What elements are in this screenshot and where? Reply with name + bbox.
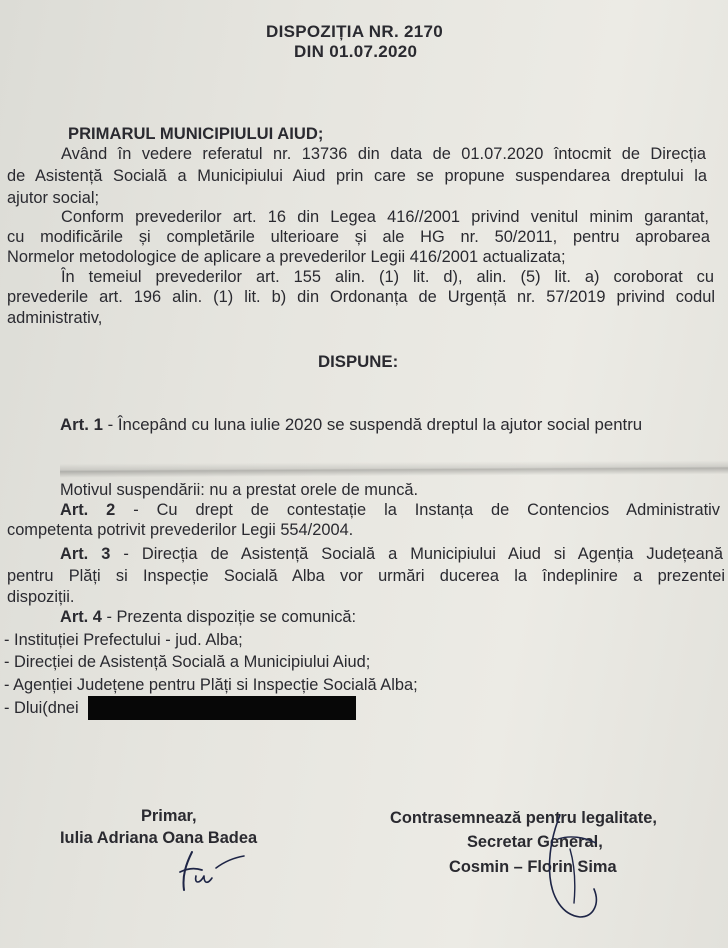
document-title: DISPOZIȚIA NR. 2170 <box>266 22 444 41</box>
mayor-signature <box>170 846 250 900</box>
article-3-line3: dispoziții. <box>7 588 75 606</box>
countersign-label: Contrasemnează pentru legalitate, <box>390 809 657 827</box>
secretary-signature <box>540 805 620 923</box>
issuer-heading: PRIMARUL MUNICIPIULUI AIUD; <box>68 124 324 143</box>
mayor-role: Primar, <box>141 807 197 825</box>
preamble-p1-line3: ajutor social; <box>7 189 100 207</box>
article-2-line2: competenta potrivit prevederilor Legii 554/2004. <box>7 521 354 539</box>
recipient-item: - Instituției Prefectului - jud. Alba; <box>4 631 243 649</box>
document-date: DIN 01.07.2020 <box>294 42 418 61</box>
dispune-heading: DISPUNE: <box>318 352 399 371</box>
redaction-bar <box>88 696 356 720</box>
article-2-line1 <box>60 500 720 520</box>
preamble-p2-line1: Conform prevederilor art. 16 din Legea 416//2001 privind venitul minim garantat, <box>61 208 709 226</box>
secretary-name: Cosmin – Florin Sima <box>449 858 617 876</box>
article-3-label: Art. 3 <box>60 545 111 563</box>
preamble-p2-line3: Normelor metodologice de aplicare a prevederilor Legii 416/2001 actualizata; <box>7 248 566 266</box>
article-1-text: - Începând cu luna iulie 2020 se suspendă dreptul la ajutor social pentru <box>102 415 643 434</box>
recipient-item: - Dlui(dnei <box>4 699 79 717</box>
article-2-label: Art. 2 <box>60 501 116 519</box>
article-1 <box>60 415 642 435</box>
article-3-line2: pentru Plăți si Inspecție Socială Alba vor urmări ducerea la îndeplinire a prezentei <box>7 567 725 585</box>
preamble-p1-line1: Având în vedere referatul nr. 13736 din data de 01.07.2020 întocmit de Direcția <box>61 145 706 163</box>
preamble-p3-line1: În temeiul prevederilor art. 155 alin. (1) lit. d), alin. (5) lit. a) coroborat cu <box>61 268 714 286</box>
recipient-item: - Direcției de Asistență Socială a Municipiului Aiud; <box>4 653 371 671</box>
article-4 <box>60 607 356 627</box>
preamble-p1-line2: de Asistență Socială a Municipiului Aiud prin care se propune suspendarea dreptului la <box>7 167 707 185</box>
article-4-label: Art. 4 <box>60 608 102 626</box>
paper-fold-shadow <box>60 460 728 477</box>
recipient-item: - Agenției Județene pentru Plăți si Inspecție Socială Alba; <box>4 676 418 694</box>
preamble-p3-line3: administrativ, <box>7 309 103 327</box>
preamble-p3-line2: prevederile art. 196 alin. (1) lit. b) din Ordonanța de Urgență nr. 57/2019 privind codul <box>7 288 715 306</box>
article-4-text: - Prezenta dispoziție se comunică: <box>101 608 357 626</box>
article-3-line1 <box>60 544 723 564</box>
article-2-text: - Cu drept de contestație la Instanța de Contencios Administrativ <box>133 501 720 519</box>
article-3-text: - Direcția de Asistență Socială a Municipiului Aiud si Agenția Județeană <box>123 545 723 563</box>
preamble-p2-line2: cu modificările și completările ulterioare și ale HG nr. 50/2011, pentru aprobarea <box>7 228 710 246</box>
secretary-role: Secretar General, <box>467 833 603 851</box>
mayor-name: Iulia Adriana Oana Badea <box>60 829 258 847</box>
article-1-label: Art. 1 <box>60 415 103 434</box>
article-1-reason: Motivul suspendării: nu a prestat orele de muncă. <box>60 481 419 499</box>
